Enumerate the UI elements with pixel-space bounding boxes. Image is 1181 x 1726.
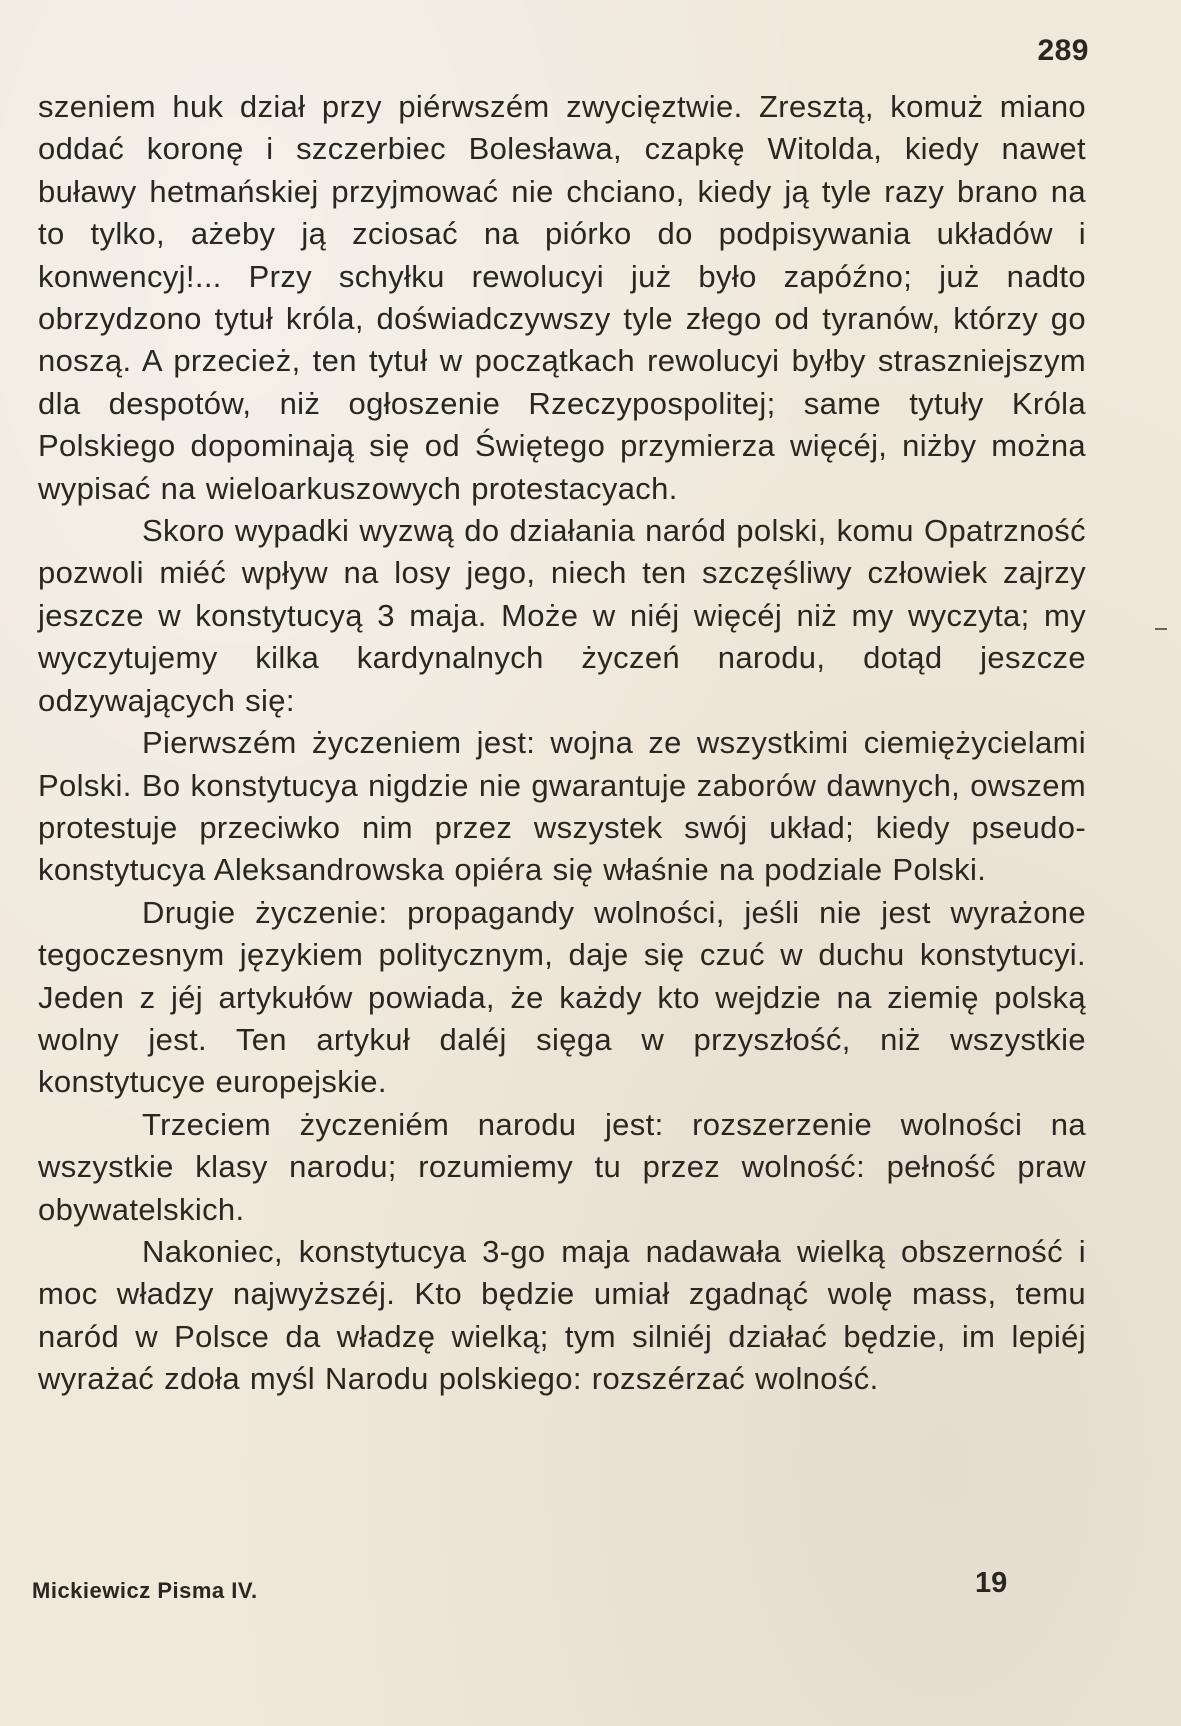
paragraph: Nakoniec, konstytucya 3-go maja nadawała wielką obszerność i moc władzy najwyższéj. Kto będzie umiał zgadnąć wolę mass, temu naród w Polsce da władzę wielką; tym silniéj działać będzie, im lepiéj wyrażać zdoła myśl Narodu polskiego: rozszérzać wolność. [38,1233,1086,1397]
paragraph: Drugie życzenie: propagandy wolności, jeśli nie jest wyrażone tegoczesnym językiem politycznym, daje się czuć w duchu konstytucyi. Jeden z jéj artykułów powiada, że każdy kto wejdzie na ziemię polską wolny jest. Ten artykuł daléj sięga w przyszłość, niż wszystkie konstytucye europejskie. [38,894,1086,1100]
margin-mark [1155,628,1167,630]
paragraph: Trzeciem życzeniém narodu jest: rozszerzenie wolności na wszystkie klasy narodu; rozumiemy tu przez wolność: pełność praw obywatelskich. [38,1106,1086,1227]
paragraph: Skoro wypadki wyzwą do działania naród polski, komu Opatrzność pozwoli miéć wpływ na losy jego, niech ten szczęśliwy człowiek zajrzy jeszcze w konstytucyą 3 maja. Może w niéj więcéj niż my wyczyta; my wyczytujemy kilka kardynalnych życzeń narodu, dotąd jeszcze odzywających się: [38,513,1086,718]
page-number: 289 [1037,34,1089,67]
signature-mark: 19 [975,1567,1008,1599]
footer-title: Mickiewicz Pisma IV. [32,1578,258,1603]
page-body-text [38,86,1086,1401]
paragraph-continuation: szeniem huk dział przy piérwszém zwycięztwie. Zresztą, komuż miano oddać koronę i szczerbiec Bolesława, czapkę Witolda, kiedy nawet buławy hetmańskiej przyjmować nie chciano, kiedy ją tyle razy brano na to tylko, ażeby ją zciosać na piórko do podpisywania układów i konwencyj!... Przy schyłku rewolucyi już było zapóźno; już nadto obrzydzono tytuł króla, doświadczywszy tyle złego od tyranów, którzy go noszą. A przecież, ten tytuł w początkach rewolucyi byłby straszniejszym dla despotów, niż ogłoszenie Rzeczypospolitej; same tytuły Króla Polskiego dopominają się od Świętego przymierza więcéj, niżby można wypisać na wieloarkuszowych protestacyach. [38,89,1086,506]
paragraph: Pierwszém życzeniem jest: wojna ze wszystkimi ciemiężycielami Polski. Bo konstytucya nigdzie nie gwarantuje zaborów dawnych, owszem protestuje przeciwko nim przez wszystek swój układ; kiedy pseudo-konstytucya Aleksandrowska opiéra się właśnie na podziale Polski. [38,725,1086,888]
